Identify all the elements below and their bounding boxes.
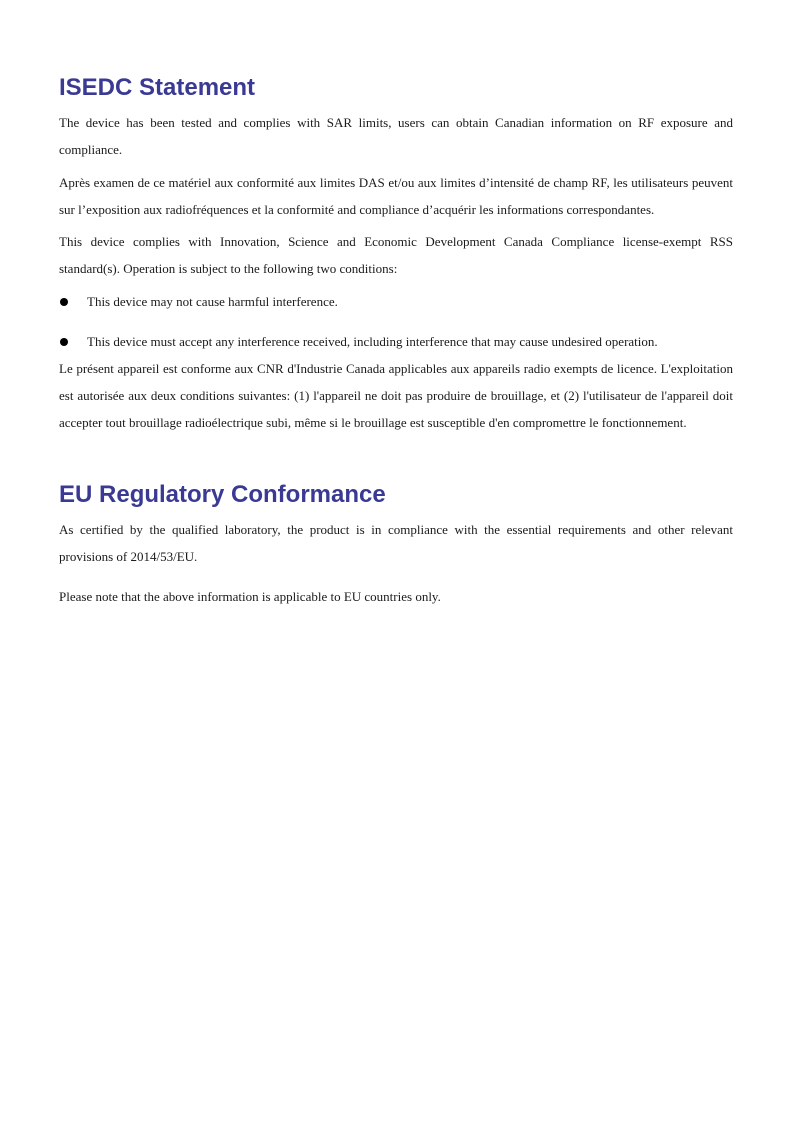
condition-text: This device must accept any interference received, including interference that may cause undesired operation. [87, 334, 658, 349]
isedc-paragraph-french-rss: Le présent appareil est conforme aux CNR d'Industrie Canada applicables aux appareils radio exempts de licence. L'exploitation est autorisée aux deux conditions suivantes: (1) l'appareil ne doit pas produire de brouillage, et (2) l'utilisateur de l'appareil doit accepter tout brouillage radioélectrique subi, même si le brouillage est susceptible d'en compromettre le fonctionnement. [59, 361, 733, 430]
bullet-icon [60, 298, 68, 306]
isedc-heading: ISEDC Statement [59, 74, 256, 101]
eu-paragraph-note: Please note that the above information is applicable to EU countries only. [59, 589, 441, 604]
eu-paragraph-compliance: As certified by the qualified laboratory, the product is in compliance with the essential requirements and other relevant provisions of 2014/53/EU. [59, 522, 733, 564]
bullet-icon [60, 338, 68, 346]
isedc-paragraph-sar: The device has been tested and complies with SAR limits, users can obtain Canadian information on RF exposure and compliance. [59, 115, 733, 157]
condition-text: This device may not cause harmful interference. [87, 294, 338, 309]
isedc-paragraph-french-sar: Après examen de ce matériel aux conformité aux limites DAS et/ou aux limites d’intensité de champ RF, les utilisateurs peuvent sur l’exposition aux radiofréquences et la conformité and compliance d’acquérir les informations correspondantes. [59, 175, 733, 217]
isedc-paragraph-rss: This device complies with Innovation, Science and Economic Development Canada Compliance license-exempt RSS standard(s). Operation is subject to the following two conditions: [59, 234, 733, 276]
eu-heading: EU Regulatory Conformance [59, 481, 386, 508]
